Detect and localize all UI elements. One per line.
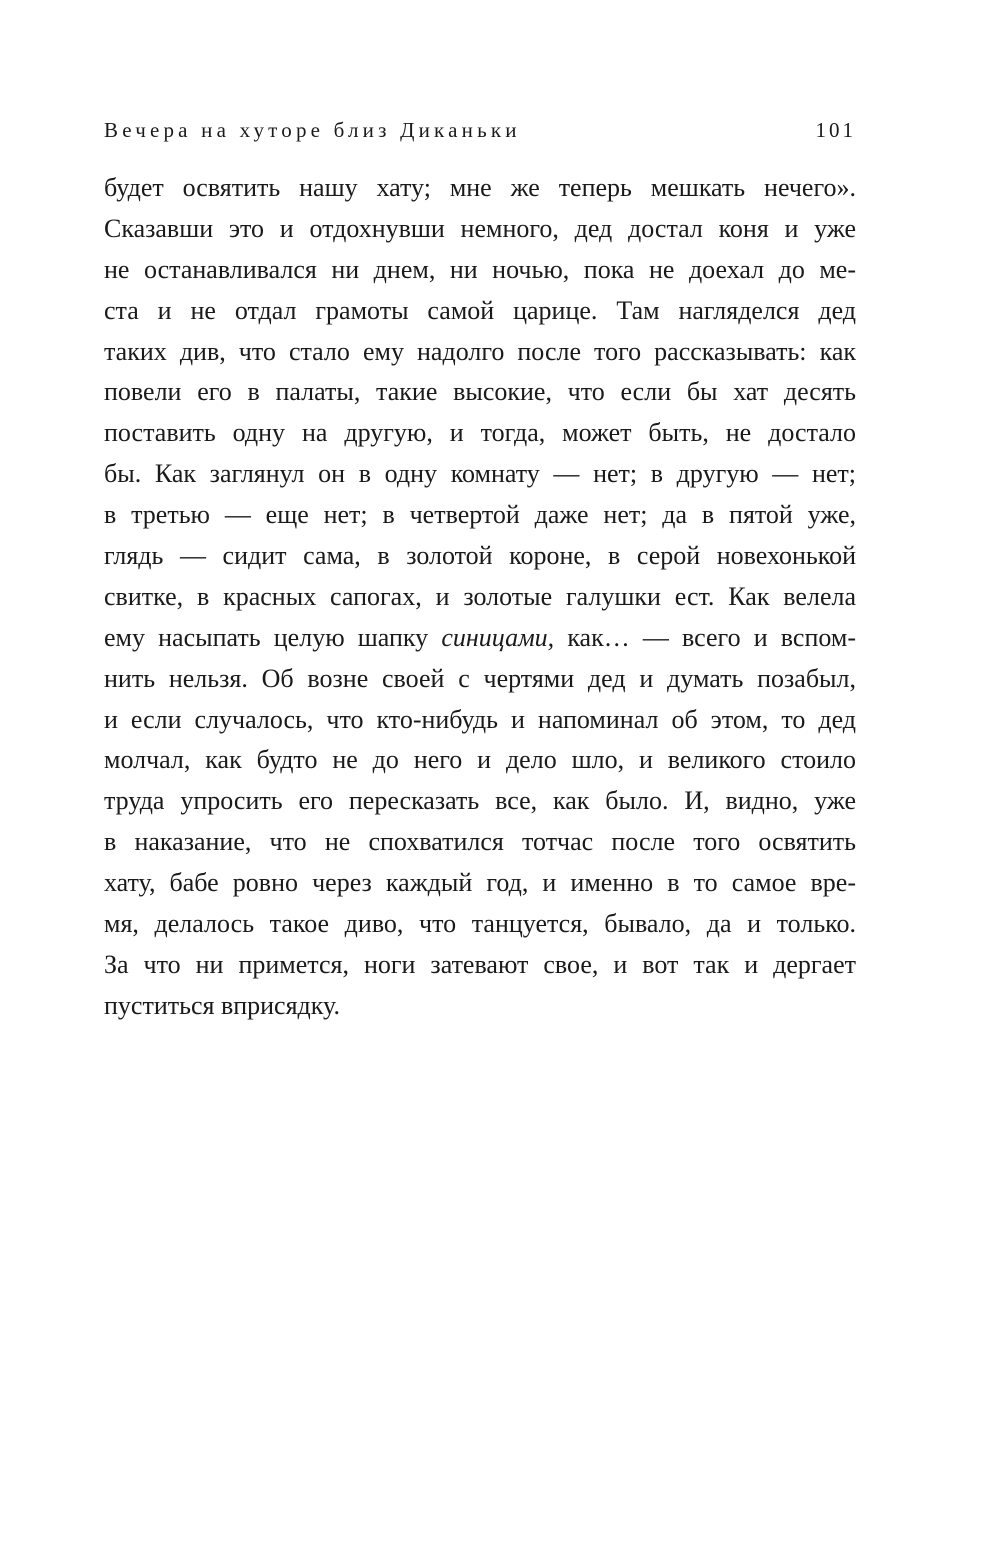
line-text-after: как… — всего и вспом- <box>554 622 856 652</box>
text-line: мя, делалось такое диво, что танцуется, бывало, да и только. <box>104 909 856 939</box>
body-text <box>104 168 856 1027</box>
running-head <box>104 118 856 150</box>
italic-word: синицами, <box>441 622 555 652</box>
text-line: хату, бабе ровно через каждый год, и именно в то самое вре- <box>104 868 856 898</box>
text-line: За что ни примется, ноги затевают свое, и вот так и дергает <box>104 949 856 979</box>
text-line: повели его в палаты, такие высокие, что если бы хат десять <box>104 377 856 407</box>
text-line: ста и не отдал грамоты самой царице. Там нагляделся дед <box>104 295 856 325</box>
text-line: нить нельзя. Об возне своей с чертями дед и думать позабыл, <box>104 663 856 693</box>
text-line: глядь — сидит сама, в золотой короне, в серой новехонькой <box>104 541 856 571</box>
text-line: труда упросить его пересказать все, как было. И, видно, уже <box>104 786 856 816</box>
text-line: и если случалось, что кто-нибудь и напоминал об этом, то дед <box>104 704 856 734</box>
text-line: в третью — еще нет; в четвертой даже нет; да в пятой уже, <box>104 500 856 530</box>
text-line: не останавливался ни днем, ни ночью, пока не доехал до ме- <box>104 254 856 284</box>
text-line: таких див, что стало ему надолго после того рассказывать: как <box>104 336 856 366</box>
line-text-before: ему насыпать целую шапку <box>104 622 442 652</box>
text-line: бы. Как заглянул он в одну комнату — нет; в другую — нет; <box>104 459 856 489</box>
text-line: в наказание, что не спохватился тотчас после того освятить <box>104 827 856 857</box>
text-line: будет освятить нашу хату; мне же теперь мешкать нечего». <box>104 173 856 202</box>
running-title: Вечера на хуторе близ Диканьки <box>104 118 521 142</box>
text-line: поставить одну на другую, и тогда, может быть, не достало <box>104 418 856 448</box>
page-number: 101 <box>815 118 856 142</box>
text-line: Сказавши это и отдохнувши немного, дед достал коня и уже <box>104 213 856 243</box>
text-line: молчал, как будто не до него и дело шло, и великого стоило <box>104 745 856 775</box>
text-line: свитке, в красных сапогах, и золотые галушки ест. Как велела <box>104 581 856 611</box>
text-line: пуститься вприсядку. <box>104 990 340 1020</box>
text-line-with-italic <box>104 618 856 659</box>
